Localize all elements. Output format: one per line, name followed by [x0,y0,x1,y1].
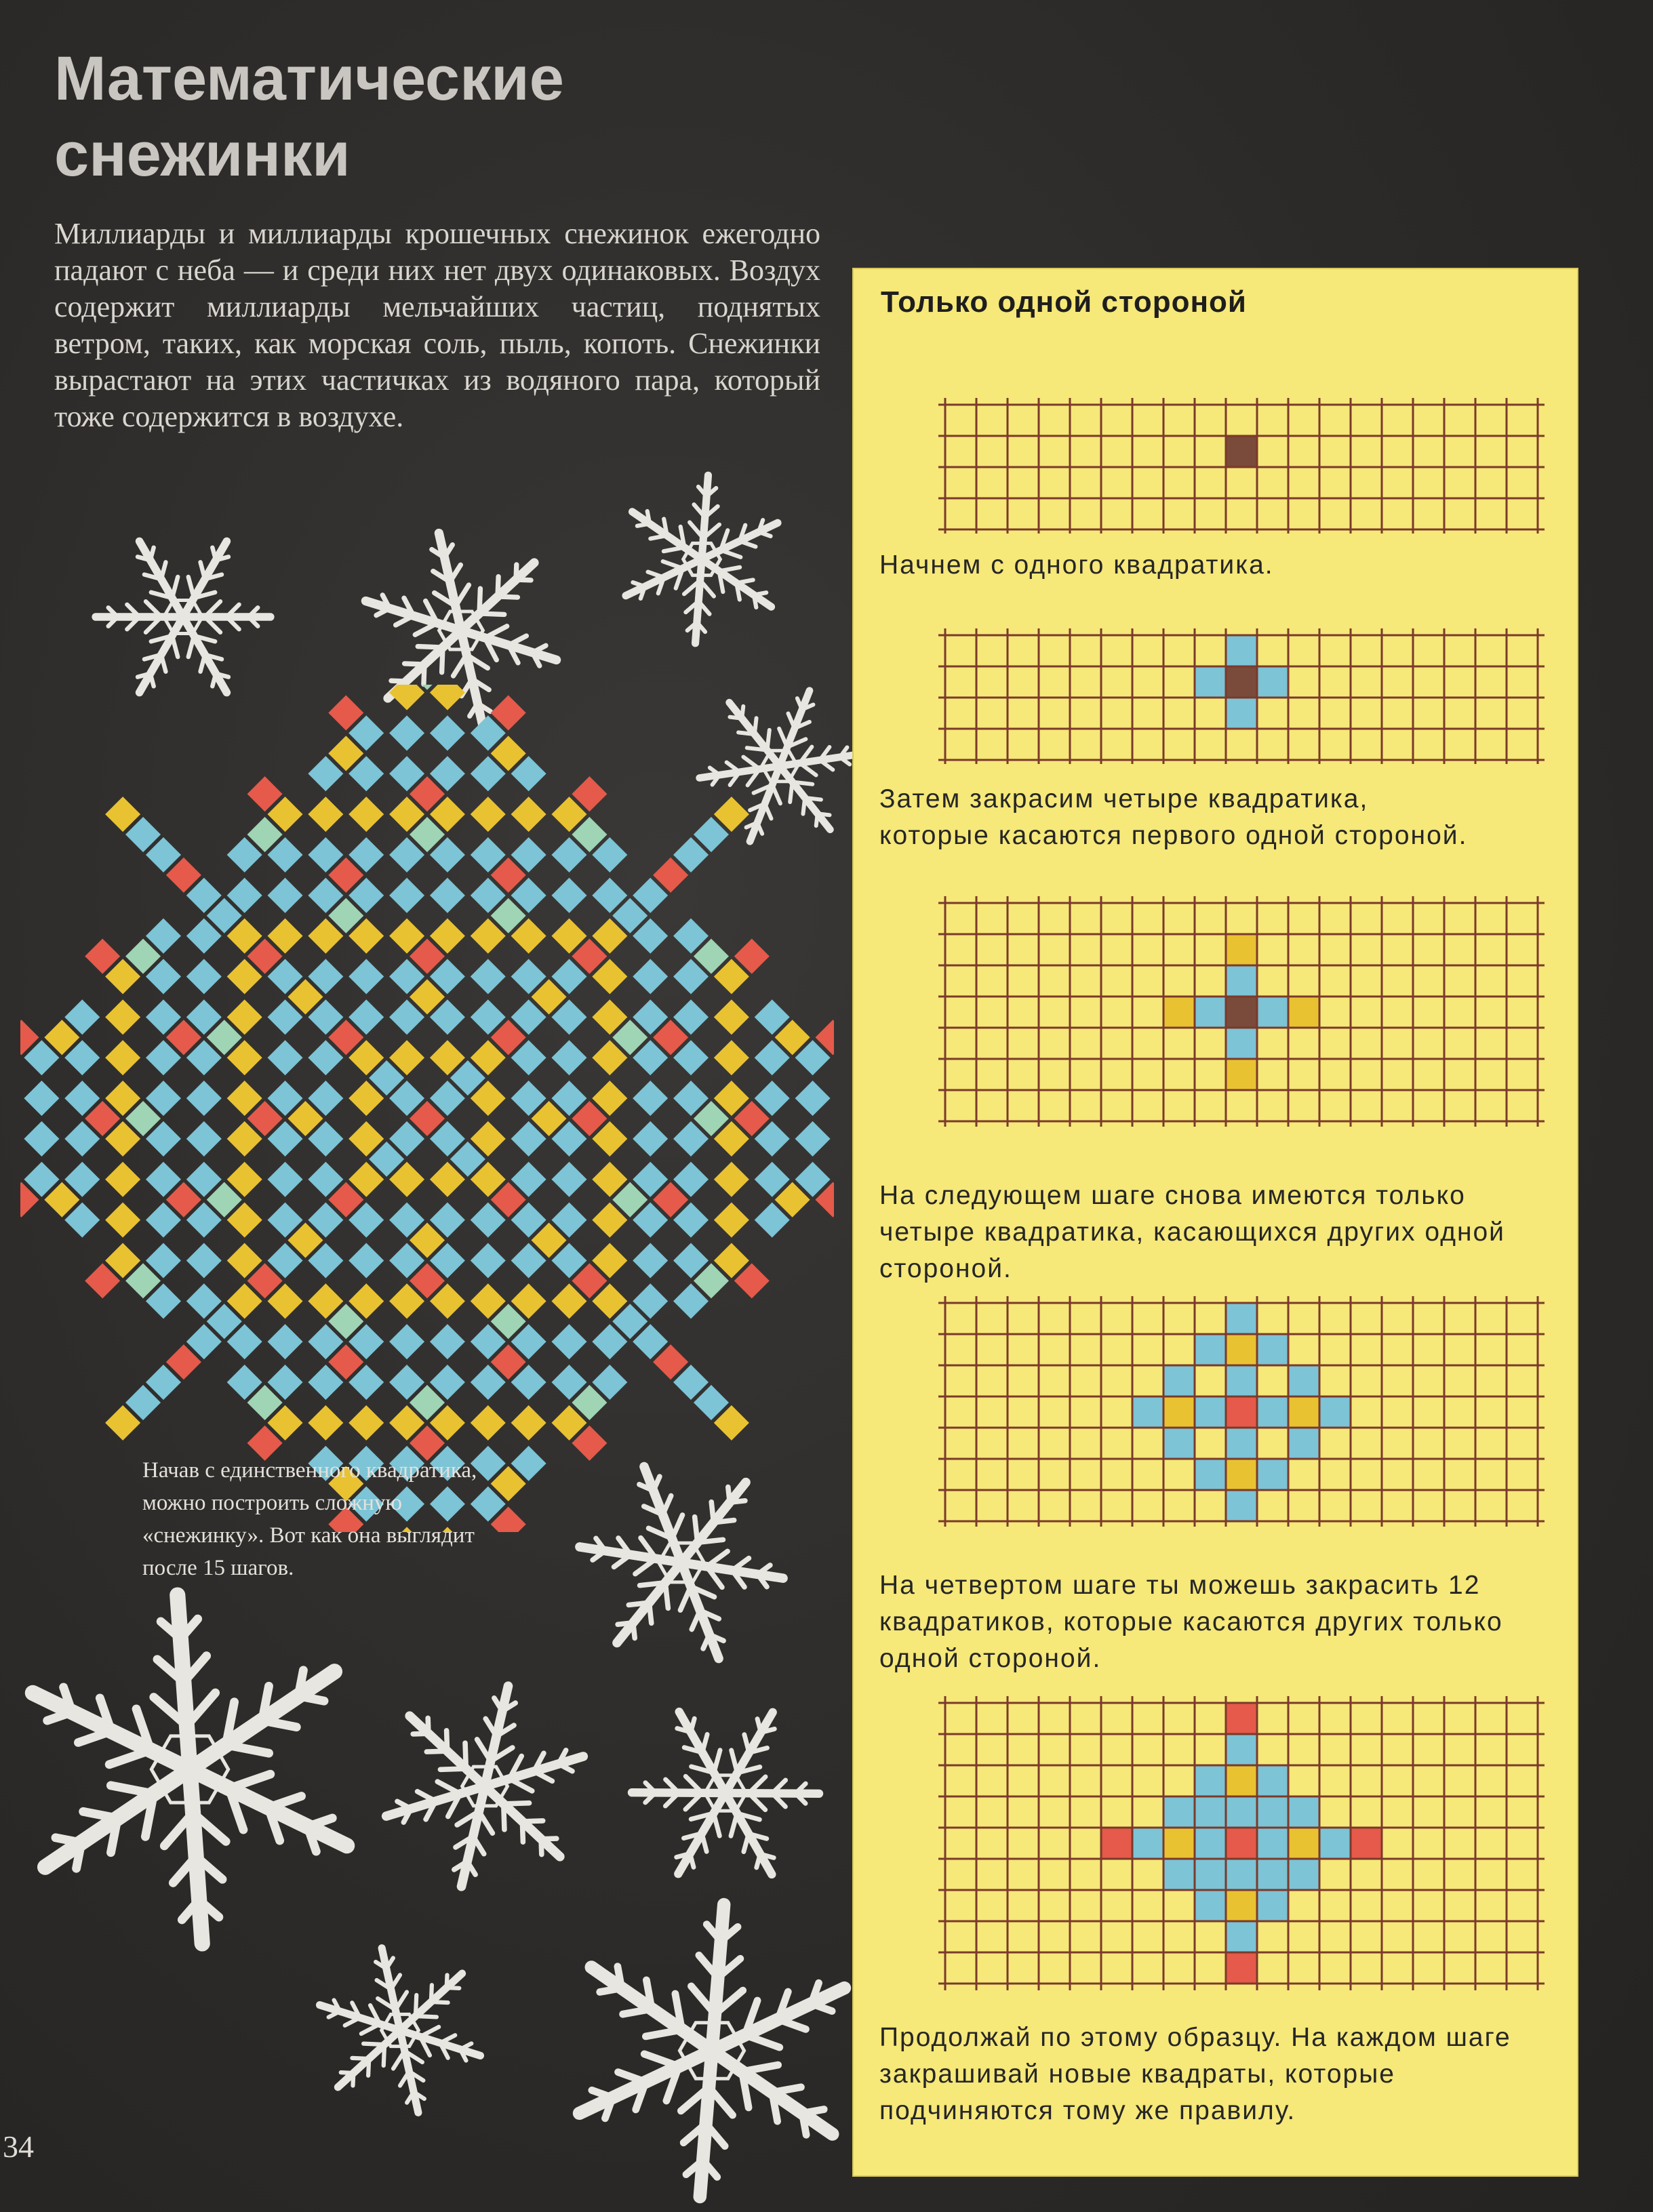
grid-square [1257,997,1288,1028]
math-snowflake-illustration [20,685,834,1532]
snowflake-square [714,1040,749,1075]
grid-square [1195,1796,1226,1828]
step-3-text: На следующем шаге снова имеются только четыре квадратика, касающихся других одной стороной. [879,1181,1505,1283]
snowflake-photo-icon [0,1580,380,1959]
snowflake-square [430,878,465,913]
grid-square [1288,1396,1319,1428]
snowflake-square [348,959,384,994]
grid-square [1132,1396,1163,1428]
snowflake-square [105,1203,140,1238]
snowflake-square [471,1405,506,1441]
grid-square [1226,1396,1257,1428]
grid-square [1226,1859,1257,1890]
snowflake-square [714,999,749,1034]
snowflake-square [551,878,586,913]
grid-square [1163,1396,1195,1428]
snowflake-square [268,1324,303,1359]
grid-square [1195,1396,1226,1428]
snowflake-square [268,878,303,913]
snowflake-square [430,1324,465,1359]
grid-square [1351,1828,1382,1859]
snowflake-square [186,1081,222,1116]
grid-square [1288,1428,1319,1459]
grid-square [1226,1765,1257,1796]
snowflake-square [24,1081,59,1116]
grid-square [1226,436,1257,467]
grid-square [1101,1828,1132,1859]
snowflake-square [186,959,222,994]
grid-square [1257,1765,1288,1796]
grid-square [1226,1952,1257,1984]
grid-square [1226,1490,1257,1521]
snowflake-square [511,1405,546,1441]
snowflake-square [308,797,343,832]
grid-square [1195,666,1226,698]
snowflake-photo-icon [88,522,278,712]
grid-square [1226,997,1257,1028]
snowflake-photo-icon [305,1939,495,2122]
title-line-2: снежинки [54,120,351,189]
grid-square [1288,997,1319,1028]
grid-square [1288,1859,1319,1890]
step-grid-4 [938,1296,1549,1527]
grid-square [1226,1890,1257,1921]
snowflake-photo-icon [610,468,793,651]
grid-square [1163,1796,1195,1828]
grid-square [1319,1396,1351,1428]
grid-square [1195,1765,1226,1796]
snowflake-square [633,1243,668,1278]
grid-square [1226,934,1257,965]
grid-square [1163,1428,1195,1459]
rule-panel [852,268,1578,2177]
grid-square [1319,1828,1351,1859]
step-1-text: Начнем с одного квадратика. [879,550,1274,580]
title-line-1: Математические [54,44,564,113]
snowflake-square [389,685,424,710]
snowflake-photo-icon [542,1891,881,2210]
snowflake-square [795,1121,831,1157]
grid-square [1163,1859,1195,1890]
grid-square [1257,666,1288,698]
snowflake-square [714,1162,749,1197]
grid-square [1132,1828,1163,1859]
grid-square [1257,1796,1288,1828]
grid-square [1257,1859,1288,1890]
panel-title: Только одной стороной [881,285,1247,319]
snowflake-square [389,715,424,750]
grid-square [1257,1334,1288,1365]
grid-square [1226,1028,1257,1059]
snowflake-square [389,1324,424,1359]
grid-square [1195,1459,1226,1490]
grid-square [1257,1890,1288,1921]
grid-square [1257,1459,1288,1490]
grid-square [1195,1859,1226,1890]
snowflake-square [633,959,668,994]
grid-square [1257,1828,1288,1859]
grid-square [1226,965,1257,997]
snowflake-square [186,1121,222,1157]
snowflake-square [471,1243,506,1278]
snowflake-square [511,797,546,832]
snowflake-square [795,1081,831,1116]
snowflake-square [430,715,465,750]
grid-square [1226,1921,1257,1952]
snowflake-square [471,797,506,832]
grid-square [1226,635,1257,666]
page-title [54,41,800,193]
grid-square [1195,1828,1226,1859]
snowflake-square [308,1405,343,1441]
grid-square [1163,1828,1195,1859]
snowflake-photo-icon [624,1681,827,1905]
grid-square [1195,1890,1226,1921]
snowflake-square [714,1203,749,1238]
intro-paragraph: Миллиарды и миллиарды крошечных снежинок ежегодно падают с неба — и среди них нет двух одинаковых. Воздух содержит миллиарды мельчайших частиц, поднятых ветром, таких, как морская соль, пыль, копоть. Снежинки вырастают на этих частичках из водяного пара, который тоже содержится в воздухе. [54,217,820,433]
snowflake-square [348,1243,384,1278]
grid-square [1195,1334,1226,1365]
grid-square [1163,997,1195,1028]
grid-square [1226,1796,1257,1828]
snowflake-square [105,1162,140,1197]
grid-square [1226,1734,1257,1765]
grid-square [1257,1396,1288,1428]
grid-square [1226,666,1257,698]
snowflake-square [24,1121,59,1157]
snowflake-square [551,1324,586,1359]
grid-square [1226,698,1257,729]
grid-square [1288,1796,1319,1828]
snowflake-square [105,999,140,1034]
grid-square [1226,1459,1257,1490]
grid-square [1195,997,1226,1028]
step-grid-3 [938,896,1549,1127]
step-4-text: На четвертом шаге ты можешь закрасить 12 квадратиков, которые касаются других только одной стороной. [879,1571,1503,1673]
grid-square [1226,1428,1257,1459]
grid-square [1226,1828,1257,1859]
step-5-text: Продолжай по этому образцу. На каждом шаге закрашивай новые квадраты, которые подчиняются тому же правилу. [879,2023,1511,2125]
snowflake-photo-icon [373,1674,597,1898]
snowflake-square [105,1040,140,1075]
grid-square [1226,1334,1257,1365]
snowflake-square [348,1405,384,1441]
snowflake-square [633,1081,668,1116]
snowflake-caption: Начав с единственного квадратика, можно построить сложную «снежинку». Вот как она выглядит после 15 шагов. [142,1458,477,1580]
snowflake-square [430,685,465,710]
grid-square [1288,1365,1319,1396]
snowflake-square [268,1040,303,1075]
page-number: 34 [3,2129,34,2164]
snowflake-square [471,959,506,994]
snowflake-square [389,878,424,913]
snowflake-square [186,1243,222,1278]
grid-square [1226,1059,1257,1090]
step-2-text: Затем закрасим четыре квадратика, которые касаются первого одной стороной. [879,784,1468,850]
grid-square [1163,1365,1195,1396]
snowflake-square [551,1162,586,1197]
step-grid-5 [938,1696,1549,1994]
grid-square [1226,1303,1257,1334]
step-grid-2 [938,628,1549,764]
snowflake-square [348,797,384,832]
snowflake-square [268,1162,303,1197]
grid-square [1226,1365,1257,1396]
step-grid-1 [938,398,1549,534]
grid-square [1288,1828,1319,1859]
snowflake-square [633,1121,668,1157]
snowflake-square [551,1040,586,1075]
grid-square [1226,1703,1257,1734]
